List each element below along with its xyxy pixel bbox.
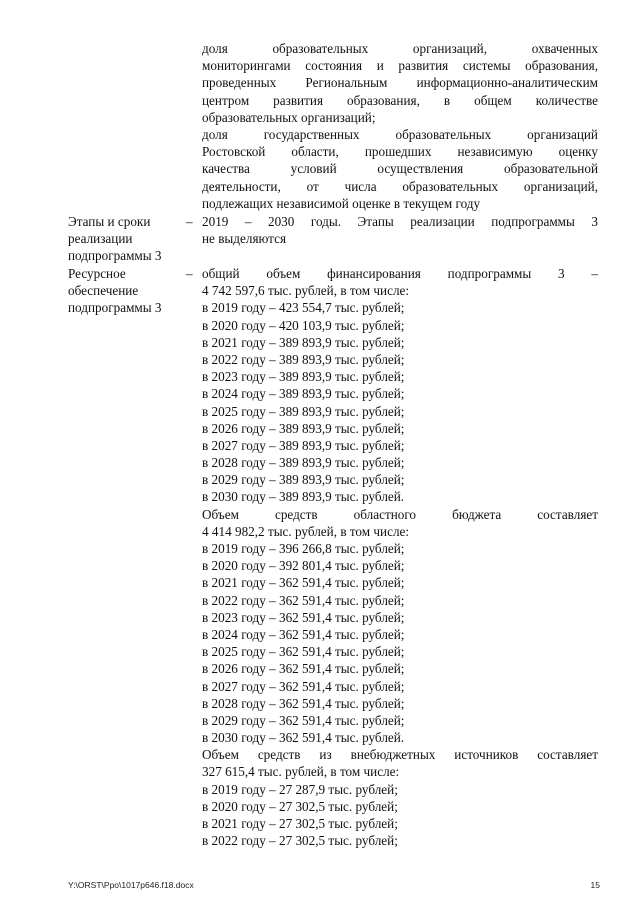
year-line: в 2020 году – 420 103,9 тыс. рублей; <box>202 317 405 333</box>
year-line: в 2019 году – 423 554,7 тыс. рублей; <box>202 300 405 316</box>
year-line: в 2020 году – 392 801,4 тыс. рублей; <box>202 558 405 574</box>
year-line: в 2030 году – 389 893,9 тыс. рублей. <box>202 489 405 505</box>
label-line: Ресурсное <box>68 266 126 281</box>
year-line: в 2020 году – 27 302,5 тыс. рублей; <box>202 798 398 814</box>
year-line: в 2023 году – 362 591,4 тыс. рублей; <box>202 609 405 625</box>
year-line: в 2021 году – 389 893,9 тыс. рублей; <box>202 334 405 350</box>
year-line: в 2026 году – 389 893,9 тыс. рублей; <box>202 420 405 436</box>
text-line: центром развития образования, в общем количестве <box>202 92 598 108</box>
total-years-list <box>202 299 598 505</box>
year-line: в 2030 году – 362 591,4 тыс. рублей. <box>202 730 405 746</box>
text-line: доля государственных образовательных организаций <box>202 126 598 142</box>
year-line: в 2028 году – 362 591,4 тыс. рублей; <box>202 695 405 711</box>
year-line: в 2028 году – 389 893,9 тыс. рублей; <box>202 455 405 471</box>
label-line: реализации <box>68 231 133 247</box>
year-line: в 2019 году – 396 266,8 тыс. рублей; <box>202 541 405 556</box>
year-line: в 2019 году – 27 287,9 тыс. рублей; <box>202 781 398 797</box>
regional-years-list <box>202 540 598 746</box>
year-line: в 2024 году – 362 591,4 тыс. рублей; <box>202 626 405 642</box>
text-line: качества условий осуществления образовательной <box>202 161 598 177</box>
year-line: в 2029 году – 389 893,9 тыс. рублей; <box>202 472 405 488</box>
resources-label <box>68 265 188 317</box>
indicators-text <box>202 40 598 212</box>
label-line: подпрограммы 3 <box>68 300 162 316</box>
year-line: в 2027 году – 389 893,9 тыс. рублей; <box>202 437 405 453</box>
label-line: Этапы и сроки <box>68 214 151 229</box>
text-line: проведенных Региональным информационно-аналитическим <box>202 75 598 91</box>
text-line: Объем средств областного бюджета составляет <box>202 506 598 522</box>
year-line: в 2025 году – 389 893,9 тыс. рублей; <box>202 403 405 419</box>
text-line: подлежащих независимой оценке в текущем году <box>202 195 481 211</box>
year-line: в 2022 году – 389 893,9 тыс. рублей; <box>202 351 405 367</box>
text-line: 4 742 597,6 тыс. рублей, в том числе: <box>202 283 410 299</box>
text-line: общий объем финансирования подпрограммы 3 – <box>202 266 598 281</box>
text-line: не выделяются <box>202 231 287 247</box>
resources-dash: – <box>186 266 193 281</box>
text-line: Ростовской области, прошедших независимую оценку <box>202 144 598 160</box>
year-line: в 2024 году – 389 893,9 тыс. рублей; <box>202 386 405 402</box>
text-line: образовательных организаций; <box>202 109 376 125</box>
page-number: 15 <box>590 880 600 890</box>
text-line: деятельности, от числа образовательных организаций, <box>202 178 598 194</box>
label-line: обеспечение <box>68 283 139 299</box>
year-line: в 2023 году – 389 893,9 тыс. рублей; <box>202 369 405 385</box>
text-line: 4 414 982,2 тыс. рублей, в том числе: <box>202 523 410 539</box>
stages-text <box>202 213 598 247</box>
year-line: в 2026 году – 362 591,4 тыс. рублей; <box>202 661 405 677</box>
text-line: мониторингами состояния и развития системы образования, <box>202 58 598 74</box>
stages-label <box>68 213 188 265</box>
file-path: Y:\ORST\Ppo\1017p646.f18.docx <box>68 880 194 890</box>
label-line: подпрограммы 3 <box>68 248 162 264</box>
year-line: в 2027 году – 362 591,4 тыс. рублей; <box>202 678 405 694</box>
text-line: 327 615,4 тыс. рублей, в том числе: <box>202 764 400 780</box>
text-line: доля образовательных организаций, охваченных <box>202 41 598 56</box>
extra-years-list <box>202 781 598 850</box>
year-line: в 2029 году – 362 591,4 тыс. рублей; <box>202 712 405 728</box>
year-line: в 2022 году – 27 302,5 тыс. рублей; <box>202 833 398 849</box>
text-line: Объем средств из внебюджетных источников составляет <box>202 747 598 763</box>
year-line: в 2025 году – 362 591,4 тыс. рублей; <box>202 644 405 660</box>
year-line: в 2021 году – 27 302,5 тыс. рублей; <box>202 816 398 831</box>
year-line: в 2021 году – 362 591,4 тыс. рублей; <box>202 575 405 591</box>
resources-text <box>202 265 598 849</box>
text-line: 2019 – 2030 годы. Этапы реализации подпрограммы 3 <box>202 214 598 229</box>
year-line: в 2022 году – 362 591,4 тыс. рублей; <box>202 592 405 608</box>
stages-dash: – <box>186 214 193 229</box>
